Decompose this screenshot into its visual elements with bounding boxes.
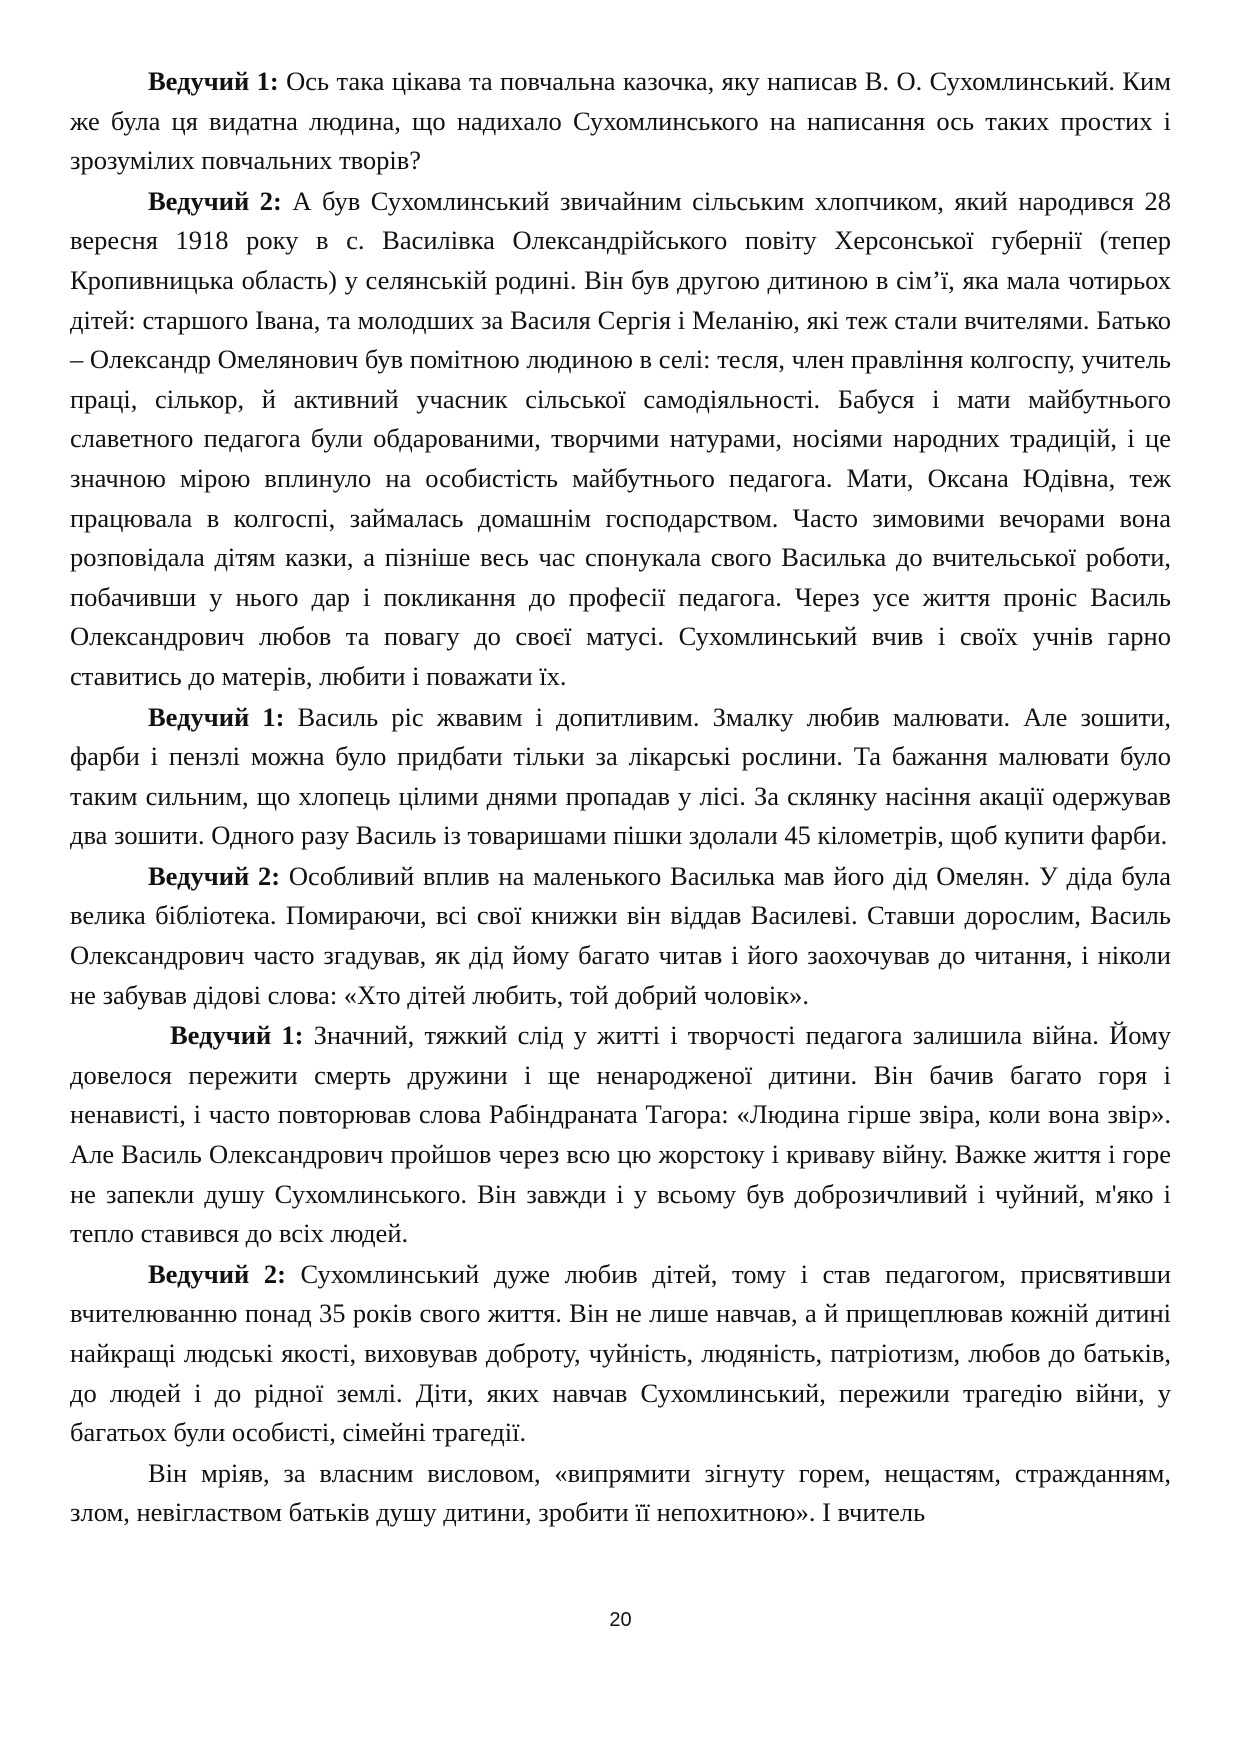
paragraph-text: Особливий вплив на маленького Василька мав його дід Омелян. У діда була велика бібліотека. Помираючи, всі свої книжки він віддав Василеві. Ставши дорослим, Василь Олександрович часто згадував, як дід йому багато читав і його заохочував до читання, і ніколи не забував дідові слова: «Хто дітей любить, той добрий чоловік». [70,860,1171,1010]
paragraph-text: Він мріяв, за власним висловом, «випрямити зігнуту горем, нещастям, стражданням, злом, невіглаством батьків душу дитини, зробити її непохитною». І вчитель [70,1457,1171,1528]
speaker-label: Ведучий 2: [148,185,282,216]
paragraph [70,1255,1171,1453]
paragraph-text: Ось така цікава та повчальна казочка, яку написав В. О. Сухомлинський. Ким же була ця видатна людина, що надихало Сухомлинського на написання ось таких простих і зрозумілих повчальних творів? [70,66,1171,176]
paragraph-text: Значний, тяжкий слід у житті і творчості педагога залишила війна. Йому довелося пережити смерть дружини і ще ненародженої дитини. Він бачив багато горя і ненависті, і часто повторював слова Рабіндраната Тагора: «Людина гірше звіра, коли вона звір». Але Василь Олександрович пройшов через всю цю жорстоку і криваву війну. Важке життя і горе не запекли душу Сухомлинського. Він завжди і у всьому був доброзичливий і чуйний, м'яко і тепло ставився до всіх людей. [70,1020,1171,1249]
document-page [70,62,1171,1533]
page-number: 20 [609,1609,632,1631]
speaker-label: Ведучий 2: [148,1258,286,1289]
paragraph [70,698,1171,856]
paragraph-text: А був Сухомлинський звичайним сільським хлопчиком, який народився 28 вересня 1918 року в с. Василівка Олександрійського повіту Херсонської губернії (тепер Кропивницька область) у селянській родині. Він був другою дитиною в сім’ї, яка мала чотирьох дітей: старшого Івана, та молодших за Василя Сергія і Меланію, які теж стали вчителями. Батько – Олександр Омелянович був помітною людиною в селі: тесля, член правління колгоспу, учитель праці, сількор, й активний учасник сільської самодіяльності. Бабуся і мати майбутнього славетного педагога були обдарованими, творчими натурами, носіями народних традицій, і це значною мірою вплинуло на особистість майбутнього педагога. Мати, Оксана Юдівна, теж працювала в колгоспі, займалась домашнім господарством. Часто зимовими вечорами вона розповідала дітям казки, а пізніше весь час спонукала свого Василька до вчительської роботи, побачивши у нього дар і покликання до професії педагога. Через усе життя проніс Василь Олександрович любов та повагу до своєї матусі. Сухомлинський вчив і своїх учнів гарно ставитись до матерів, любити і поважати їх. [70,185,1172,691]
speaker-label: Ведучий 2: [148,860,281,891]
paragraph [70,62,1171,181]
speaker-label: Ведучий 1: [148,66,279,96]
speaker-label: Ведучий 1: [148,701,285,732]
paragraph [70,182,1171,697]
paragraph [70,857,1171,1015]
speaker-label: Ведучий 1: [170,1020,304,1051]
paragraph [70,1454,1171,1533]
paragraph-text: Василь ріс жвавим і допитливим. Змалку любив малювати. Але зошити, фарби і пензлі можна було придбати тільки за лікарські рослини. Та бажання малювати було таким сильним, що хлопець цілими днями пропадав у лісі. За склянку насіння акації одержував два зошити. Одного разу Василь із товаришами пішки здолали 45 кілометрів, щоб купити фарби. [70,701,1171,851]
paragraph [70,1016,1171,1254]
paragraph-text: Сухомлинський дуже любив дітей, тому і став педагогом, присвятивши вчителюванню понад 35 років свого життя. Він не лише навчав, а й прищеплював кожній дитині найкращі людські якості, виховував доброту, чуйність, людяність, патріотизм, любов до батьків, до людей і до рідної землі. Діти, яких навчав Сухомлинський, пережили трагедію війни, у багатьох були особисті, сімейні трагедії. [70,1258,1171,1448]
